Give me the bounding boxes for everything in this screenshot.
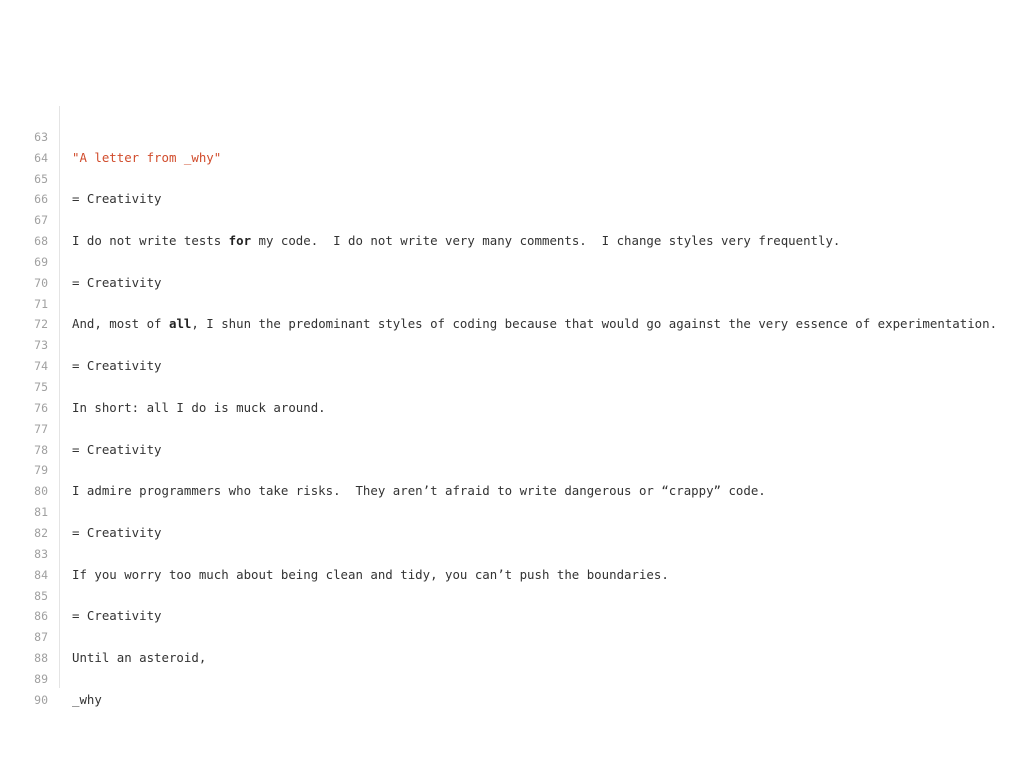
- line-number: 80: [34, 484, 48, 499]
- line-number: 87: [34, 630, 48, 645]
- line-number: 74: [34, 359, 48, 374]
- line-text: = Creativity: [72, 274, 162, 290]
- line-number: 70: [34, 275, 48, 290]
- line-number: 71: [34, 296, 48, 311]
- text-segment: I do not write tests: [72, 233, 229, 249]
- line-number: 85: [34, 588, 48, 603]
- line-number: 79: [34, 463, 48, 478]
- line-number: 75: [34, 380, 48, 395]
- line-number: 78: [34, 442, 48, 457]
- line-text: If you worry too much about being clean and tidy, you can’t push the boundaries.: [72, 566, 669, 582]
- code-editor[interactable]: [0, 106, 1024, 707]
- line-number: 67: [34, 213, 48, 228]
- text-segment: my code. I do not write very many comments. I change styles very frequently.: [251, 233, 841, 249]
- line-number: 76: [34, 400, 48, 415]
- line-number: 88: [34, 651, 48, 666]
- keyword-token: for: [228, 233, 252, 249]
- line-number: 83: [34, 546, 48, 561]
- line-text: In short: all I do is muck around.: [72, 399, 326, 415]
- line-text: _why: [72, 691, 102, 707]
- line-text: "A letter from _why": [72, 149, 222, 165]
- line-text: = Creativity: [72, 608, 162, 624]
- line-number: 86: [34, 609, 48, 624]
- line-number: 77: [34, 421, 48, 436]
- line-text: I admire programmers who take risks. They aren’t afraid to write dangerous or “crappy” code.: [72, 483, 766, 499]
- line-number: 72: [34, 317, 48, 332]
- line-number: 89: [34, 671, 48, 686]
- line-number: 64: [34, 150, 48, 165]
- line-text: Until an asteroid,: [72, 650, 207, 666]
- line-number: 69: [34, 254, 48, 269]
- line-text: = Creativity: [72, 441, 162, 457]
- line-number: 68: [34, 234, 48, 249]
- line-number: 90: [34, 692, 48, 707]
- text-segment: And, most of: [72, 316, 169, 332]
- line-number: 81: [34, 505, 48, 520]
- keyword-token: all: [168, 316, 192, 332]
- line-number: 63: [34, 129, 48, 144]
- text-segment: , I shun the predominant styles of coding because that would go against the very essence of experimentation.: [191, 316, 998, 332]
- line-text: = Creativity: [72, 358, 162, 374]
- line-number: 66: [34, 192, 48, 207]
- line-text: = Creativity: [72, 524, 162, 540]
- line-number: 82: [34, 525, 48, 540]
- line-number: 84: [34, 567, 48, 582]
- line-number: 65: [34, 171, 48, 186]
- line-number: 73: [34, 338, 48, 353]
- line-text: = Creativity: [72, 191, 162, 207]
